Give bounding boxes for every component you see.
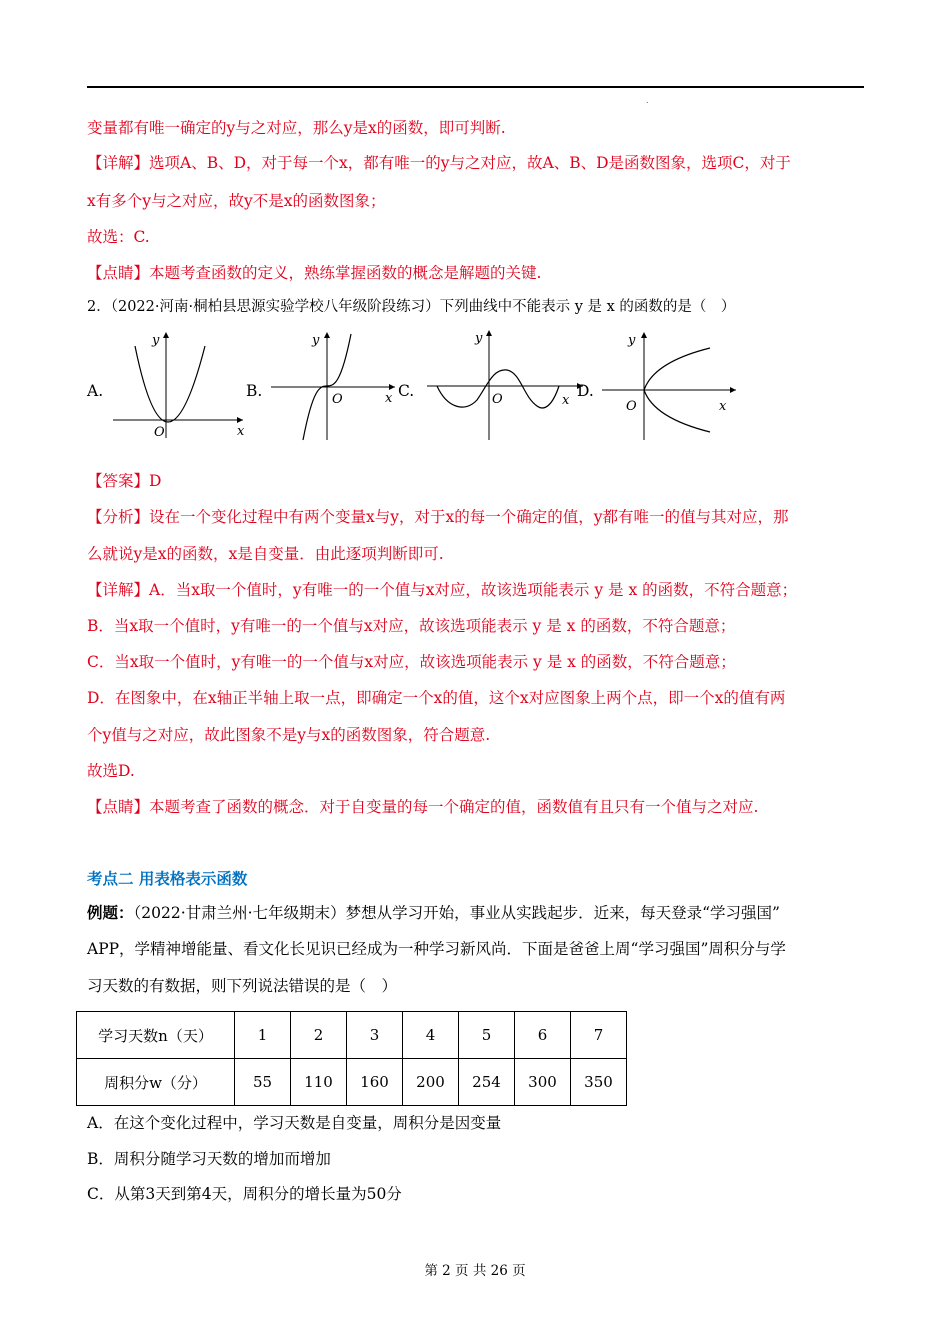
text-line: 故选D. — [87, 762, 135, 780]
origin-label: O — [626, 399, 637, 414]
text-line: D．在图象中，在x轴正半轴上取一点，即确定一个x的值，这个x对应图象上两个点，即一个x的值有两 — [87, 689, 786, 707]
text-line: 【分析】设在一个变化过程中有两个变量x与y，对于x的每一个确定的值，y都有唯一的值与其对应，那 — [87, 508, 789, 526]
axis-x-label: x — [719, 399, 727, 414]
example-line-3: 习天数的有数据，则下列说法错误的是（ ） — [87, 977, 398, 995]
table-cell: 1 — [235, 1012, 291, 1059]
data-table — [76, 1011, 627, 1106]
example-label: 例题： — [87, 903, 134, 922]
table-row — [77, 1012, 627, 1059]
axis-y-label: y — [475, 331, 483, 346]
header-dot: . — [646, 96, 649, 105]
table-cell: 6 — [515, 1012, 571, 1059]
text-line: x有多个y与之对应，故y不是x的函数图象； — [87, 192, 386, 210]
axis-y-label: y — [152, 333, 160, 348]
page-footer: 第 2 页 共 26 页 — [424, 1263, 526, 1279]
text-line: C．当x取一个值时，y有唯一的一个值与x对应，故该选项能表示 y 是 x 的函数，不符合题意； — [87, 653, 736, 671]
option-a-label: A. — [87, 382, 104, 400]
table-cell: 300 — [515, 1059, 571, 1106]
graph-a — [108, 328, 248, 443]
table-row — [77, 1059, 627, 1106]
origin-label: O — [154, 425, 165, 440]
table-cell: 110 — [291, 1059, 347, 1106]
section-heading: 考点二 用表格表示函数 — [87, 869, 248, 888]
axis-y-label: y — [312, 333, 320, 348]
table-cell: 55 — [235, 1059, 291, 1106]
graph-b — [268, 328, 398, 443]
text-line: 变量都有唯一确定的y与之对应，那么y是x的函数，即可判断. — [87, 119, 506, 137]
table-cell: 2 — [291, 1012, 347, 1059]
option-c-label: C. — [398, 382, 415, 400]
graph-c — [425, 328, 585, 443]
answer-line: 【答案】D — [87, 472, 162, 490]
text-line: 【点睛】本题考查了函数的概念．对于自变量的每一个确定的值，函数值有且只有一个值与之对应. — [87, 798, 759, 816]
text-line: 【详解】A．当x取一个值时，y有唯一的一个值与x对应，故该选项能表示 y 是 x 的函数，不符合题意； — [87, 581, 798, 599]
text-line: 么就说y是x的函数，x是自变量．由此逐项判断即可. — [87, 545, 444, 563]
question-2: 2．（2022·河南·桐柏县思源实验学校八年级阶段练习）下列曲线中不能表示 y 是 x 的函数的是（ ） — [87, 299, 736, 315]
origin-label: O — [332, 392, 343, 407]
table-cell: 5 — [459, 1012, 515, 1059]
option-d-label: D. — [577, 382, 594, 400]
table-cell: 200 — [403, 1059, 459, 1106]
axis-x-label: x — [562, 393, 570, 408]
text-line: 【点睛】本题考查函数的定义，熟练掌握函数的概念是解题的关键. — [87, 264, 542, 282]
example-line-2: APP，学精神增能量、看文化长见识已经成为一种学习新风尚．下面是爸爸上周“学习强国”周积分与学 — [87, 940, 786, 958]
option-a: A．在这个变化过程中，学习天数是自变量，周积分是因变量 — [87, 1114, 502, 1132]
graph-d — [600, 328, 740, 443]
table-cell: 254 — [459, 1059, 515, 1106]
text-line: B．当x取一个值时，y有唯一的一个值与x对应，故该选项能表示 y 是 x 的函数，不符合题意； — [87, 617, 736, 635]
origin-label: O — [492, 392, 503, 407]
text-line: 故选：C. — [87, 228, 150, 246]
example-line — [87, 902, 780, 924]
option-b: B．周积分随学习天数的增加而增加 — [87, 1150, 331, 1168]
option-b-label: B. — [246, 382, 263, 400]
option-c: C．从第3天到第4天，周积分的增长量为50分 — [87, 1185, 402, 1203]
axis-x-label: x — [237, 424, 245, 439]
text-line: 个y值与之对应，故此图象不是y与x的函数图象，符合题意. — [87, 726, 491, 744]
table-header-cell: 周积分w（分） — [77, 1059, 235, 1106]
table-cell: 7 — [571, 1012, 627, 1059]
table-cell: 3 — [347, 1012, 403, 1059]
axis-x-label: x — [385, 391, 393, 406]
table-cell: 4 — [403, 1012, 459, 1059]
axis-y-label: y — [628, 333, 636, 348]
table-cell: 350 — [571, 1059, 627, 1106]
text-line: 【详解】选项A、B、D，对于每一个x，都有唯一的y与之对应，故A、B、D是函数图象，选项C，对于 — [87, 154, 791, 172]
header-rule — [87, 86, 864, 88]
table-header-cell: 学习天数n（天） — [77, 1012, 235, 1059]
table-cell: 160 — [347, 1059, 403, 1106]
example-text: （2022·甘肃兰州·七年级期末）梦想从学习开始，事业从实践起步．近来，每天登录“学习强国” — [133, 904, 780, 922]
